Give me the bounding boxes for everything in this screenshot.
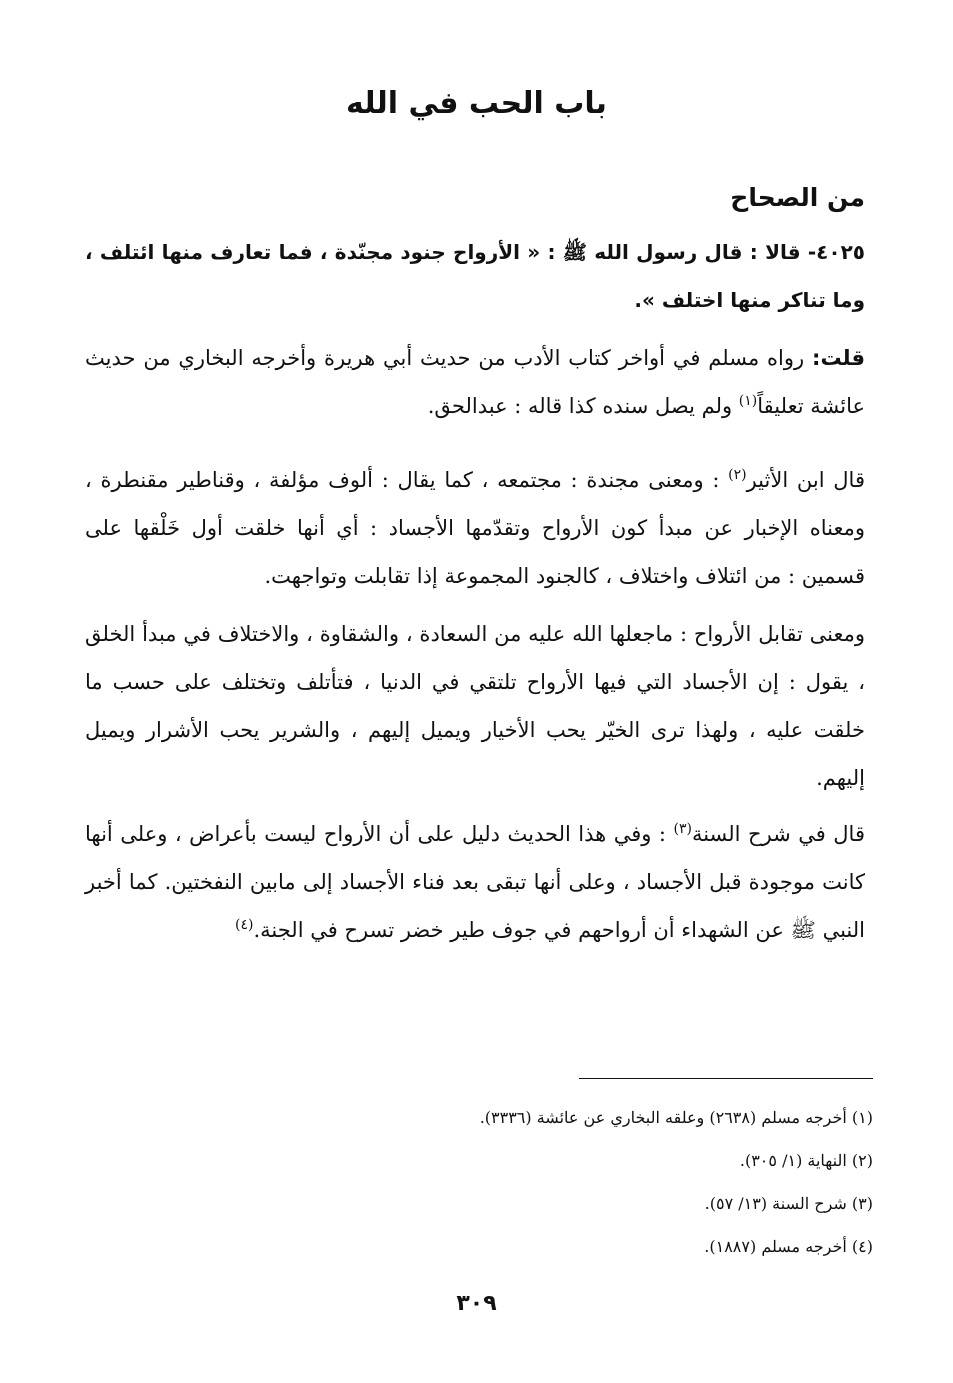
paragraph-text: : وفي هذا الحديث دليل على أن الأرواح ليست بأعراض ، وعلى أنها كانت موجودة قبل الأجساد ، وعلى أنها تبقى بعد فناء الأجساد إلى مابين النفختين. كما أخبر النبي ﷺ عن الشهداء أن أرواحهم في جوف طير خضر تسرح في الجنة. — [85, 822, 865, 942]
footnote-marker: (٤) — [235, 917, 254, 933]
footnote-item: (٤) أخرجه مسلم (١٨٨٧). — [704, 1237, 873, 1256]
page-number: ٣٠٩ — [456, 1291, 497, 1316]
footnote-marker: (٣) — [673, 821, 692, 837]
paragraph-meaning: ومعنى تقابل الأرواح : ماجعلها الله عليه من السعادة ، والشقاوة ، والاختلاف في مبدأ الخلق ، يقول : إن الأجساد التي فيها الأرواح تلتقي في الدنيا ، فتأتلف وتختلف على حسب ما خلقت عليه ، ولهذا ترى الخيّر يحب الأخيار ويميل إليهم ، والشرير يحب الأشرار ويميل إليهم. — [85, 622, 865, 790]
chapter-title: باب الحب في الله — [346, 86, 607, 121]
section-heading: من الصحاح — [730, 183, 865, 212]
footnote-item: (١) أخرجه مسلم (٢٦٣٨) وعلقه البخاري عن عائشة (٣٣٣٦). — [479, 1108, 873, 1127]
paragraph-text: قال في شرح السنة — [691, 822, 865, 846]
footnote-item: (٣) شرح السنة (١٣/ ٥٧). — [704, 1194, 873, 1213]
footnote-marker: (١) — [738, 393, 758, 409]
paragraph-text: رواه مسلم في أواخر كتاب الأدب من حديث أبي هريرة وأخرجه البخاري من حديث عائشة تعليقاً — [85, 346, 865, 418]
footnote-separator — [579, 1078, 873, 1079]
paragraph-ibn-al-athir — [85, 456, 865, 600]
footnote-item: (٢) النهاية (١/ ٣٠٥). — [739, 1151, 873, 1170]
paragraph-text: ولم يصل سنده كذا قاله : عبدالحق. — [427, 394, 739, 418]
footnotes — [93, 1096, 873, 1268]
paragraph-text: قال ابن الأثير — [746, 468, 865, 492]
paragraph-commentary-source — [85, 334, 865, 430]
footnote-marker: (٢) — [728, 467, 747, 483]
paragraph-sharh-al-sunnah — [85, 810, 865, 954]
paragraph-lead: قلت: — [812, 346, 865, 370]
hadith-text: ٤٠٢٥- قالا : قال رسول الله ﷺ : « الأرواح جنود مجنّدة ، فما تعارف منها ائتلف ، وما تناكر منها اختلف ». — [85, 240, 865, 312]
paragraph-text: : ومعنى مجندة : مجتمعه ، كما يقال : ألوف مؤلفة ، وقناطير مقنطرة ، ومعناه الإخبار عن مبدأ كون الأرواح وتقدّمها الأجساد : أي أنها خلقت أول خَلْقها على قسمين : من ائتلاف واختلاف ، كالجنود المجموعة إذا تقابلت وتواجهت. — [85, 468, 865, 588]
